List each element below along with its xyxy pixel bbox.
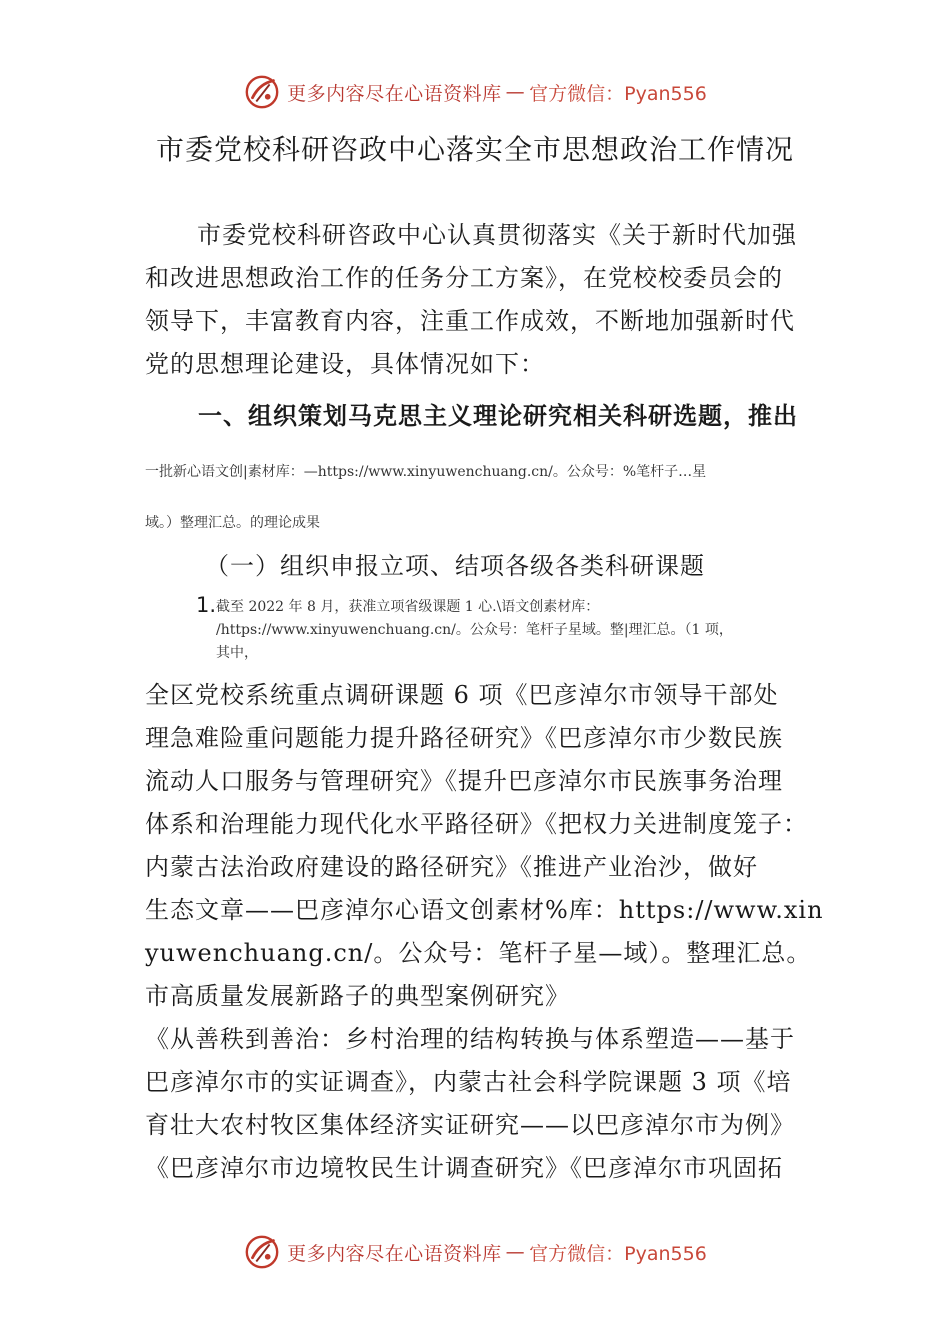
brand-logo-icon <box>243 1233 281 1271</box>
item-line: 截至 2022 年 8 月，获准立项省级课题 1 心.\语文创素材库： <box>216 599 600 615</box>
body-paragraph <box>145 674 825 1190</box>
footer-banner <box>0 1230 950 1274</box>
intro-line: 领导下，丰富教育内容，注重工作成效，不断地加强新时代 <box>145 307 795 335</box>
banner-text: 更多内容尽在心语资料库 <box>287 82 502 105</box>
item-number: 1. <box>196 593 217 617</box>
banner-dash: — <box>505 81 526 103</box>
body-line: 育壮大农村牧区集体经济实证研究——以巴彦淖尔市为例》 <box>145 1111 795 1139</box>
body-line: 巴彦淖尔市的实证调查》，内蒙古社会科学院课题 3 项《培 <box>145 1068 792 1096</box>
intro-line: 党的思想理论建设，具体情况如下： <box>145 350 545 378</box>
intro-line: 市委党校科研咨政中心认真贯彻落实《关于新时代加强 <box>197 221 797 249</box>
body-line: 内蒙古法治政府建设的路径研究》《推进产业治沙，做好 <box>145 853 758 881</box>
body-line: 体系和治理能力现代化水平路径研》《把权力关进制度笼子： <box>145 810 808 838</box>
section-heading-1: 一、组织策划马克思主义理论研究相关科研选题，推出 <box>198 402 798 430</box>
note-line: 域。）整理汇总。的理论成果 <box>145 515 320 531</box>
item-text <box>216 596 846 665</box>
body-line: 流动人口服务与管理研究》《提升巴彦淖尔市民族事务治理 <box>145 767 783 795</box>
header-banner <box>0 70 950 114</box>
body-line: yuwenchuang.cn/。公众号：笔杆子星—域）。整理汇总。 <box>145 939 812 967</box>
body-line: 《从善秩到善治：乡村治理的结构转换与体系塑造——基于 <box>145 1025 795 1053</box>
item-line: /https://www.xinyuwenchuang.cn/。公众号：笔杆子星域。整|理汇总。（1 项， <box>216 622 733 638</box>
subsection-heading: （一）组织申报立项、结项各级各类科研课题 <box>205 552 705 580</box>
document-title: 市委党校科研咨政中心落实全市思想政治工作情况 <box>155 133 794 166</box>
item-line: 其中， <box>216 645 258 661</box>
note-line: 一批新心语文创|素材库：—https://www.xinyuwenchuang.cn/。公众号：%笔杆子…星 <box>145 464 707 480</box>
body-line: 生态文章——巴彦淖尔心语文创素材%库：https://www.xin <box>145 896 824 924</box>
banner-wechat: 官方微信：Pyan556 <box>529 82 707 105</box>
banner-text: 更多内容尽在心语资料库 <box>287 1242 502 1265</box>
banner-dash: — <box>505 1241 526 1263</box>
banner-wechat: 官方微信：Pyan556 <box>529 1242 707 1265</box>
body-line: 理急难险重问题能力提升路径研究》《巴彦淖尔市少数民族 <box>145 724 783 752</box>
brand-logo-icon <box>243 73 281 111</box>
intro-paragraph <box>145 214 825 386</box>
body-line: 全区党校系统重点调研课题 6 项《巴彦淖尔市领导干部处 <box>145 681 779 709</box>
numbered-item <box>196 593 846 665</box>
body-line: 《巴彦淖尔市边境牧民生计调查研究》《巴彦淖尔市巩固拓 <box>145 1154 783 1182</box>
intro-line: 和改进思想政治工作的任务分工方案》，在党校校委员会的 <box>145 264 783 292</box>
body-line: 市高质量发展新路子的典型案例研究》 <box>145 982 570 1010</box>
